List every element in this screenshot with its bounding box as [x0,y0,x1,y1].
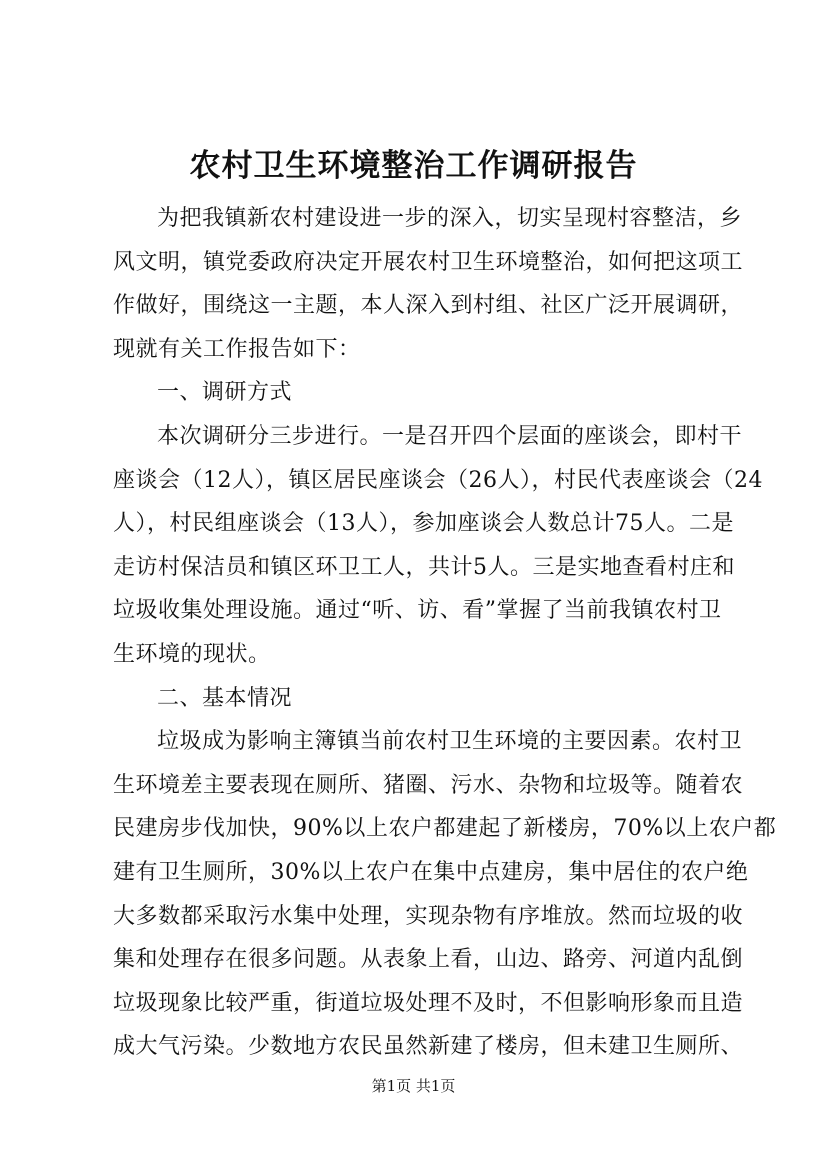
page-footer: 第1页 共1页 [371,1077,456,1095]
text-line: 现就有关工作报告如下： [113,336,361,362]
text-line: 为把我镇新农村建设进一步的深入，切实呈现村容整洁，乡 [157,206,743,231]
text-line: 座谈会（12人），镇区居民座谈会（26人），村民代表座谈会（24 [113,467,763,493]
document-body [113,197,777,1069]
text-line: 垃圾现象比较严重，街道垃圾处理不及时，不但影响形象而且造 [113,990,744,1016]
text-line: 本次调研分三步进行。一是召开四个层面的座谈会，即村干 [157,423,743,449]
text-line: 垃圾收集处理设施。通过“听、访、看”掌握了当前我镇农村卫 [113,598,722,624]
text-line: 生环境的现状。 [113,641,271,667]
text-line: 风文明，镇党委政府决定开展农村卫生环境整治，如何把这项工 [113,249,744,275]
text-line: 集和处理存在很多问题。从表象上看，山边、路旁、河道内乱倒 [113,947,744,973]
text-line: 垃圾成为影响主簿镇当前农村卫生环境的主要因素。农村卫 [157,729,743,755]
text-line: 民建房步伐加快，90%以上农户都建起了新楼房，70%以上农户都 [113,816,777,842]
text-line: 一、调研方式 [157,380,293,406]
text-line: 大多数都采取污水集中处理，实现杂物有序堆放。然而垃圾的收 [113,903,744,929]
text-line: 人），村民组座谈会（13人），参加座谈会人数总计75人。二是 [113,511,734,537]
text-line: 建有卫生厕所，30%以上农户在集中点建房，集中居住的农户绝 [113,859,749,885]
text-line: 作做好，围绕这一主题，本人深入到村组、社区广泛开展调研， [113,293,744,319]
text-line: 走访村保洁员和镇区环卫工人，共计5人。三是实地查看村庄和 [113,554,735,580]
text-line: 二、基本情况 [157,685,293,711]
document-title: 农村卫生环境整治工作调研报告 [189,148,638,184]
text-line: 成大气污染。少数地方农民虽然新建了楼房，但未建卫生厕所、 [113,1034,744,1060]
text-line: 生环境差主要表现在厕所、猪圈、污水、杂物和垃圾等。随着农 [113,772,744,798]
